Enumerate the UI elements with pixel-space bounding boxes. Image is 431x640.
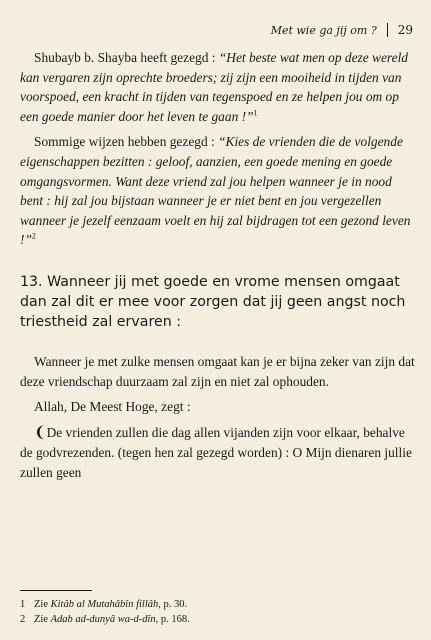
footnote-ref-1: 1 — [253, 108, 258, 118]
footnote-rule — [20, 590, 92, 591]
running-title: Met wie ga jij om ? — [270, 23, 377, 37]
footnote-ref-2: 2 — [31, 231, 36, 241]
footnote-number: 2 — [20, 614, 26, 625]
paragraph-allah-says: Allah, De Meest Hoge, zegt : — [34, 399, 191, 415]
paragraph-shubayb — [20, 48, 415, 126]
paragraph-wijzen — [20, 132, 415, 250]
verse-text: De vrienden zullen die dag allen vijanden zijn voor elkaar, behalve de godvrezenden. (tegen hen zal gezegd worden) : O Mijn dienaren jullie zullen geen — [20, 424, 412, 480]
footnote-2 — [20, 612, 415, 627]
footnote-source: Kitâb al Mutahâbîn fillâh — [50, 599, 159, 610]
paragraph-friendship: Wanneer je met zulke mensen omgaat kan je er bijna zeker van zijn dat deze vriendschap duurzaam zal zijn en niet zal ophouden. — [20, 353, 415, 389]
header-divider — [387, 23, 388, 37]
paragraph-verse — [20, 423, 415, 483]
paragraph-lead: Shubayb b. Shayba heeft gezegd : — [34, 50, 219, 65]
page-body — [20, 48, 415, 489]
footnote-source: Adab ad-dunyâ wa-d-dîn — [50, 614, 156, 625]
quote-text: “Kies de vrienden die de volgende eigenschappen bezitten : geloof, aanzien, een goede mening en goede omgangsvormen. Want deze vriend zal jou helpen wanneer je in nood bent : hij zal jou bijstaan wanneer je er niet bent en jou vergezellen wanneer je jezelf eenzaam voelt en hij zal bijdragen tot een gezond leven !” — [20, 134, 411, 248]
footnote-suffix: , p. 30. — [158, 599, 188, 610]
footnote-1 — [20, 597, 415, 612]
footnote-prefix: Zie — [34, 614, 51, 625]
verse-open-mark: ❨ — [34, 424, 47, 441]
page-number: 29 — [397, 23, 413, 37]
footnote-number: 1 — [20, 599, 26, 610]
section-heading: 13. Wanneer jij met goede en vrome mensen omgaat dan zal dit er mee voor zorgen dat jij geen angst noch triestheid zal ervaren : — [20, 273, 406, 330]
footnotes — [20, 590, 415, 627]
footnote-prefix: Zie — [34, 599, 51, 610]
quote-text: “Het beste wat men op deze wereld kan vergaren zijn oprechte broeders; zij zijn een mooiheid in tijden van voorspoed, een kracht in tijden van tegenspoed en ze helpen jou om op een goede manier door het leven te gaan !” — [20, 50, 408, 124]
footnote-suffix: , p. 168. — [155, 614, 190, 625]
paragraph-lead: Sommige wijzen hebben gezegd : — [34, 134, 219, 150]
running-header — [271, 23, 413, 37]
